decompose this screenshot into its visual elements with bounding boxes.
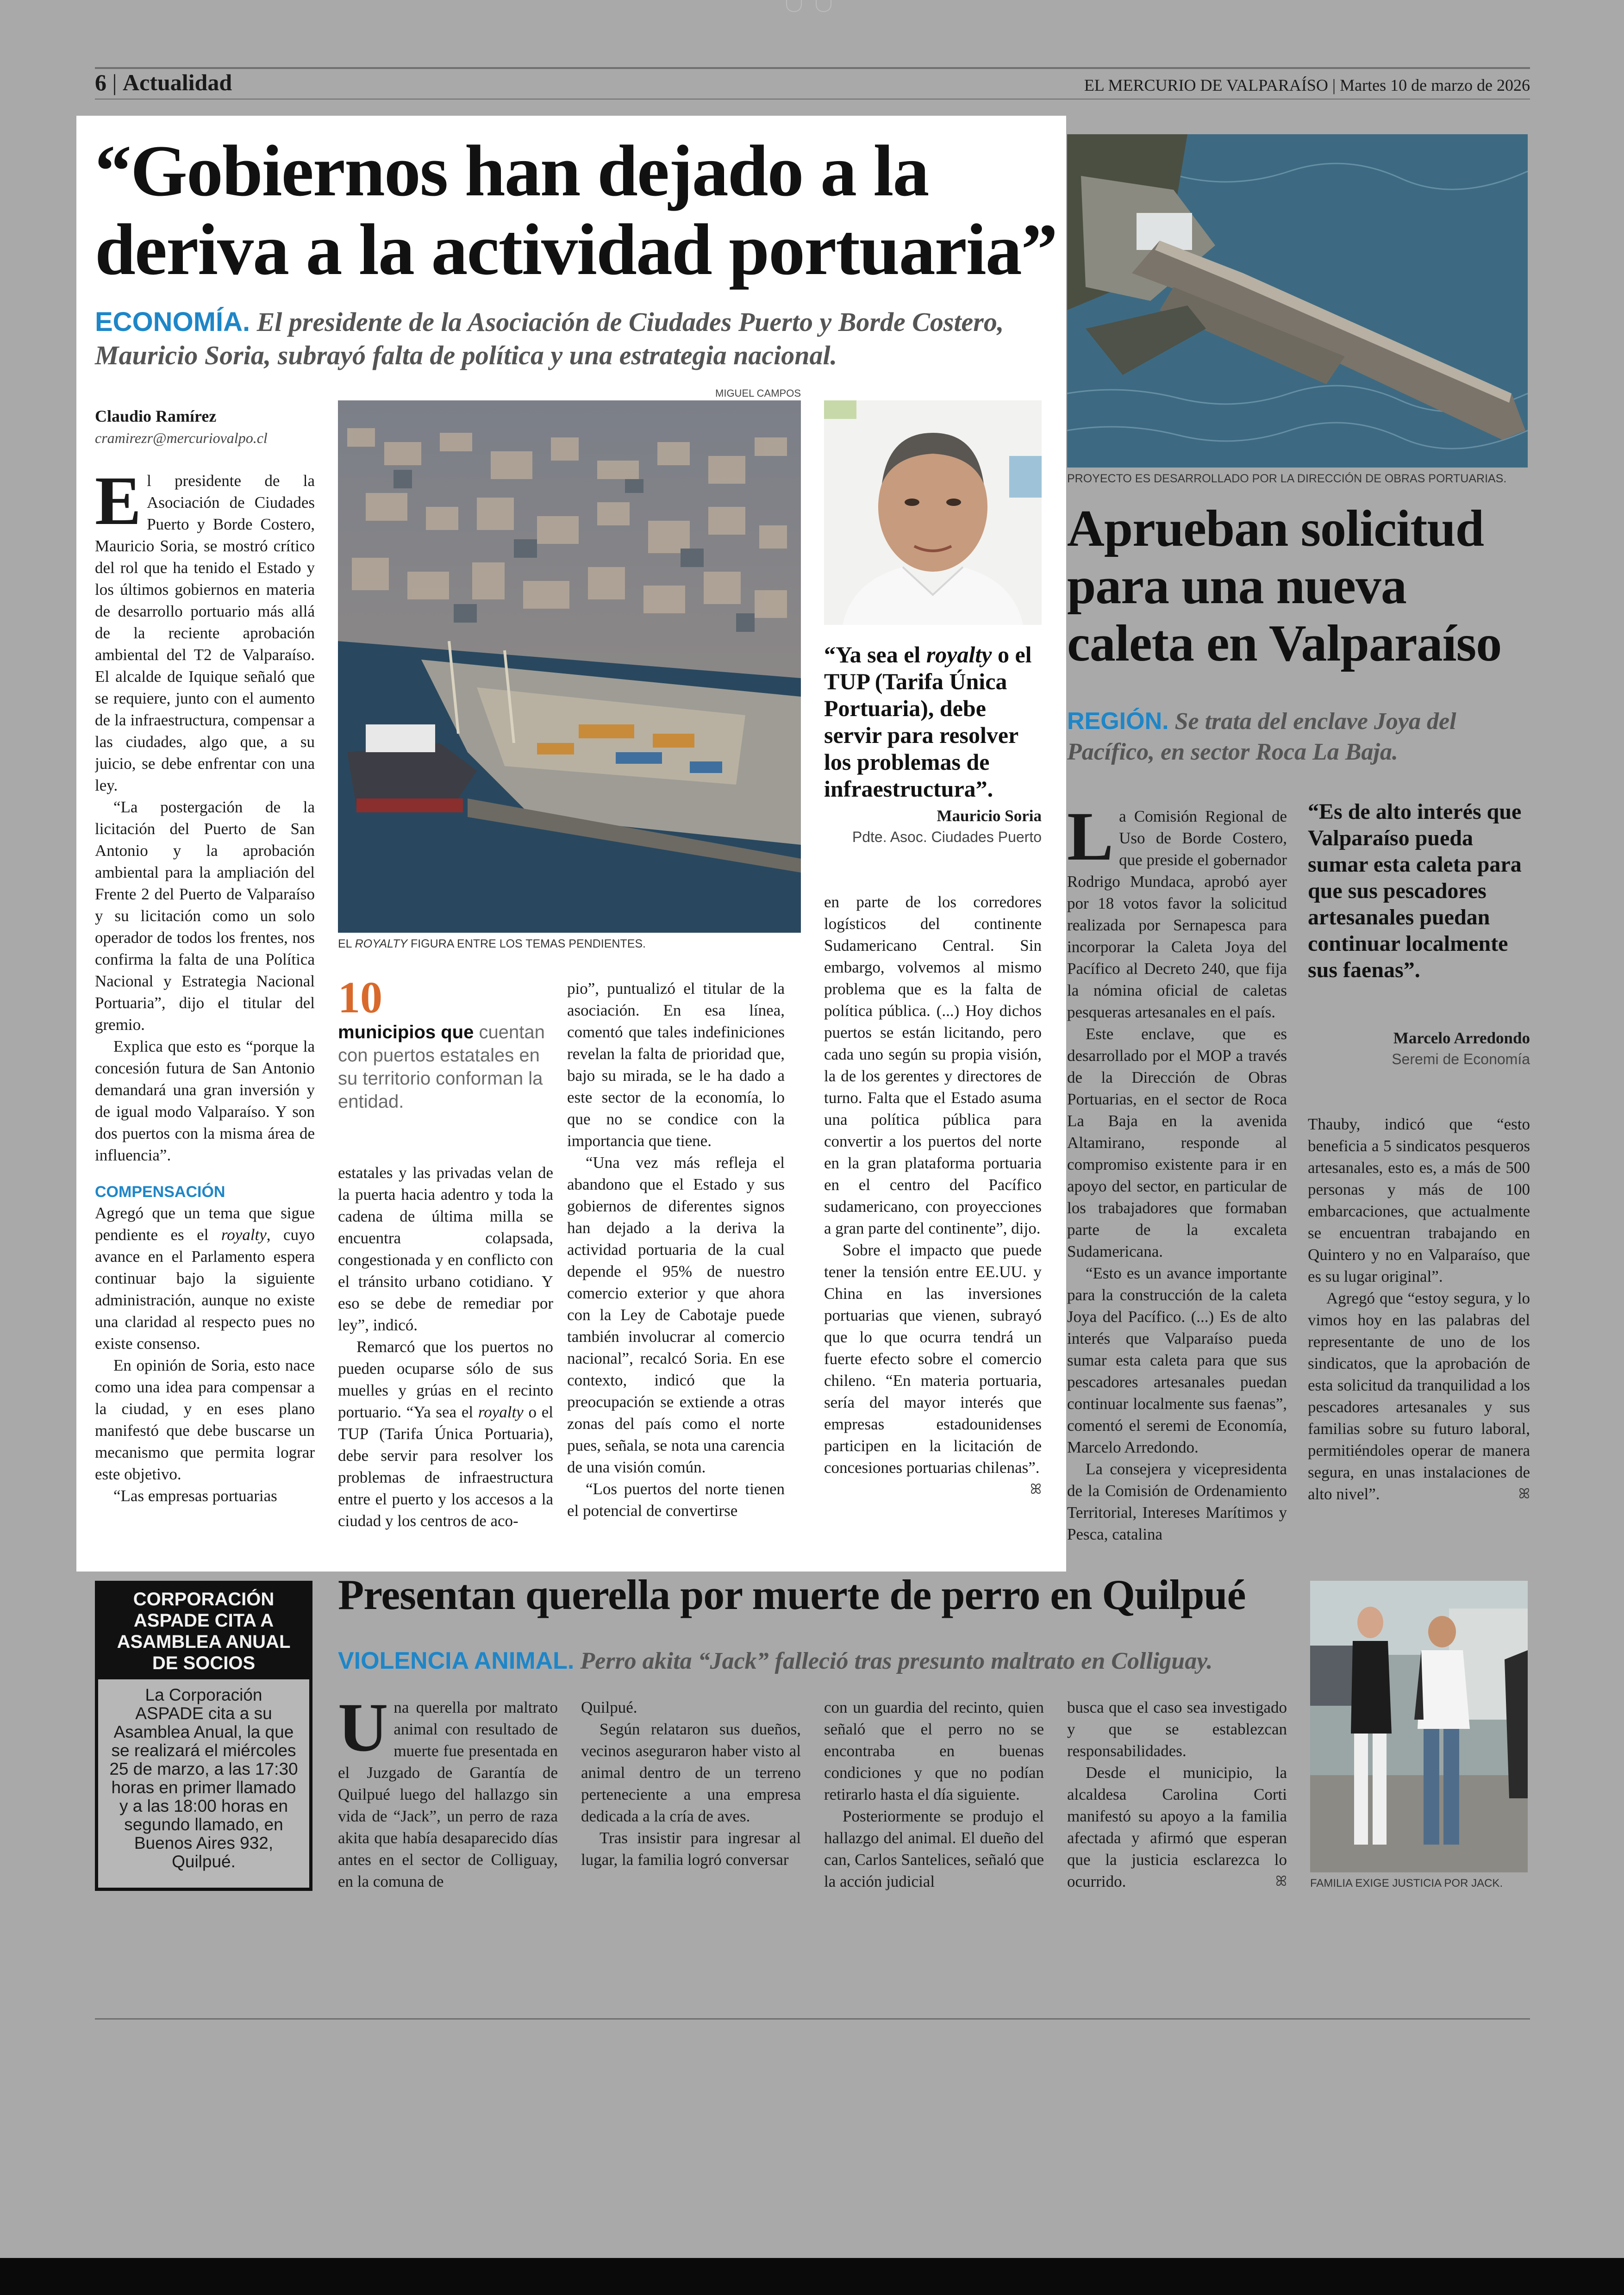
- pull-quote-attribution: [824, 805, 1042, 847]
- paragraph: busca que el caso sea investigado y que se establezcan responsabilidades.: [1067, 1698, 1287, 1760]
- paragraph: Según relataron sus dueños, vecinos aseguraron haber visto al animal dentro de un terreno perteneciente a una empresa dedicada a la cría de aves.: [581, 1720, 801, 1825]
- bottom-column-2: [581, 1696, 801, 1900]
- viewer-bottom-bar: [0, 2258, 1624, 2295]
- pull-quote: “Ya sea el royalty o el TUP (Tarifa Única Portuaria), debe servir para resolver los problemas de infraestructura”.: [824, 642, 1032, 802]
- main-column-4: [824, 891, 1042, 1567]
- portrait-photo[interactable]: [824, 400, 1042, 625]
- port-photo-caption: EL ROYALTY FIGURA ENTRE LOS TEMAS PENDIENTES.: [338, 937, 646, 950]
- family-illustration: [1310, 1581, 1528, 1872]
- paragraph: en parte de los corredores logísticos del continente Sudamericano Central. Sin embargo, volvemos al mismo problema que es la falta de política pública. (...) Hoy dichos puertos se están licitando, pero cada uno según su propia visión, la de los gerentes y directores de turno. Falta que el Estado asuma una política pública para convertir a los puertos del norte en la gran plataforma portuaria en el centro del Pacífico sudamericano, con proyecciones a gran parte del continente”, dijo.: [824, 893, 1042, 1237]
- section-name: Actualidad: [123, 69, 232, 95]
- side-kicker: REGIÓN.: [1067, 708, 1169, 735]
- paragraph: estatales y las privadas velan de la puerta hacia adentro y toda la cadena de última milla se encuentra colapsada, congestionada y en conflicto con el tránsito urbano cotidiano. Y eso se debe de remediar por ley”, indicó.: [338, 1164, 553, 1334]
- paragraph: Remarcó que los puertos no pueden ocuparse sólo de sus muelles y grúas en el recinto portuario. “Ya sea el royalty o el TUP (Tarifa Única Portuaria), debe servir para resolver los problemas de infraestructura entre el puerto y los accesos a la ciudad y los centros de aco-: [338, 1338, 553, 1530]
- notice-box[interactable]: [95, 1581, 312, 1891]
- paragraph: na querella por maltrato animal con resultado de muerte fue presentada en el Juzgado de Garantía de Quilpué luego del hallazgo sin vida de “Jack”, un perro de raza akita que había desaparecido días antes en el sector de Colliguay, en la comuna de: [338, 1698, 558, 1890]
- page-bottom-rule: [95, 2018, 1530, 2020]
- stat-box: [338, 974, 551, 1113]
- pull-quote-role: Pdte. Asoc. Ciudades Puerto: [852, 829, 1042, 845]
- paragraph: Thauby, indicó que “esto beneficia a 5 sindicatos pesqueros artesanales, esto es, a más de 500 personas y más de 100 embarcaciones, que actualmente se encuentran trabajando en Quintero y no en Valparaíso, que es su lugar original”.: [1308, 1115, 1530, 1285]
- paragraph: La consejera y vicepresidenta de la Comisión de Ordenamiento Territorial, Intereses Marítimos y Pesca, catalina: [1067, 1460, 1287, 1543]
- paragraph: a Comisión Regional de Uso de Borde Costero, que preside el gobernador Rodrigo Mundaca, aprobó ayer por 18 votos favor la solicitud realizada por Sernapesca para incorporar la Caleta Joya del Pacífico al Decreto 240, que fija la nómina oficial de caletas pesqueras artesanales en el país.: [1067, 807, 1287, 1021]
- drop-cap: E: [95, 470, 142, 539]
- bottom-headline: Presentan querella por muerte de perro en Quilpué: [338, 1571, 1246, 1618]
- main-subtitle-text: El presidente de la Asociación de Ciudades Puerto y Borde Costero, Mauricio Soria, subrayó falta de política y una estrategia nacional.: [95, 307, 1004, 370]
- bottom-subtitle: [338, 1646, 1287, 1677]
- side-column-2: [1308, 1113, 1530, 1544]
- notice-title: CORPORACIÓN ASPADE CITA A ASAMBLEA ANUAL DE SOCIOS: [98, 1584, 309, 1679]
- side-quote: “Es de alto interés que Valparaíso pueda sumar esta caleta para que sus pescadores artesanales puedan continuar localmente sus faenas”.: [1308, 799, 1522, 982]
- header-rule-bottom: [95, 99, 1530, 100]
- photo-credit: MIGUEL CAMPOS: [715, 387, 801, 399]
- author-name: Claudio Ramírez: [95, 407, 217, 425]
- paragraph: “Esto es un avance importante para la construcción de la caleta Joya del Pacífico. (...) Es de alto interés que Valparaíso pueda sumar esta caleta para que sus pescadores artesanales puedan continuar localmente sus faenas”, comentó el seremi de Economía, Marcelo Arredondo.: [1067, 1264, 1287, 1456]
- port-city-illustration: [338, 400, 801, 933]
- caleta-project-photo[interactable]: [1067, 134, 1528, 468]
- portrait-illustration: [824, 400, 1042, 625]
- caleta-render-illustration: [1067, 134, 1528, 468]
- paragraph: Desde el municipio, la alcaldesa Carolina Corti manifestó su apoyo a la familia afectada y afirmó que esperan que la justicia esclarezca lo ocurrido. ꕤ: [1067, 1762, 1287, 1892]
- page-dot-icon: [786, 0, 802, 12]
- paragraph: Sobre el impacto que puede tener la tensión entre EE.UU. y China en las inversiones portuarias que vienen, subrayó que lo que ocurra tendrá un fuerte efecto sobre el comercio chileno. “En materia portuaria, sería del mayor interés que empresas estadounidenses participen en la licitación de concesiones portuarias chilenas”. ꕤ: [824, 1239, 1042, 1478]
- caleta-photo-caption: PROYECTO ES DESARROLLADO POR LA DIRECCIÓN DE OBRAS PORTUARIAS.: [1067, 472, 1507, 485]
- paragraph: En opinión de Soria, esto nace como una idea para compensar a la ciudad, y en eses plano manifestó que debe buscarse un mecanismo que permita lograr este objetivo.: [95, 1356, 315, 1483]
- page-header: [95, 67, 1530, 100]
- notice-body: La Corporación ASPADE cita a su Asamblea Anual, la que se realizará el miércoles 25 de marzo, a las 17:30 horas en primer llamado y a las 18:00 horas en segundo llamado, en Buenos Aires 932, Quilpué.: [109, 1685, 298, 1871]
- paragraph: Agregó que un tema que sigue pendiente es el royalty, cuyo avance en el Parlamento espera continuar bajo la siguiente administración, aunque no existe una claridad al respecto pues no existe consenso.: [95, 1204, 315, 1353]
- paragraph: con un guardia del recinto, quien señaló que el perro no se encontraba en buenas condiciones y que no podían retirarlo hasta el día siguiente.: [824, 1698, 1044, 1803]
- paragraph: Posteriormente se produjo el hallazgo del animal. El dueño del can, Carlos Santelices, señaló que la acción judicial: [824, 1807, 1044, 1890]
- paragraph: “Una vez más refleja el abandono que el Estado y sus gobiernos de diferentes signos han dejado a la deriva la actividad portuaria de la cual depende el 95% de nuestro comercio exterior y que ahora con la Ley de Cabotaje puede también involucrar al comercio nacional”, recalcó Soria. En ese contexto, indicó que la preocupación se extiende a otras zonas del país como el norte pues, señala, se nota una carencia de una visión común.: [567, 1154, 785, 1476]
- drop-cap: L: [1067, 805, 1114, 875]
- paragraph: “Las empresas portuarias: [113, 1487, 277, 1505]
- pull-quote-name: Mauricio Soria: [937, 807, 1042, 825]
- paragraph: Agregó que “estoy segura, y lo vimos hoy en las palabras del representante de uno de los sindicatos, que la aprobación de esta solicitud da tranquilidad a los pescadores artesanales y sus familias sobre su futuro laboral, permitiéndoles operar de manera segura, en unas instalaciones de alto nivel”. ꕤ: [1308, 1287, 1530, 1505]
- side-column-1: [1067, 805, 1287, 1544]
- end-mark-icon: ꕤ: [1518, 1486, 1530, 1502]
- paragraph: Tras insistir para ingresar al lugar, la familia logró conversar: [581, 1829, 801, 1869]
- subhead-compensacion: COMPENSACIÓN: [95, 1183, 225, 1201]
- main-headline: “Gobiernos han dejado a la deriva a la actividad portuaria”: [95, 131, 1057, 290]
- paragraph: pio”, puntualizó el titular de la asociación. En esa línea, comentó que tales indefiniciones revelan la falta de prioridad que, bajo su mirada, se le ha dado a este sector de la economía, lo que no se condice con la importancia que tiene.: [567, 979, 785, 1150]
- publication-name: EL MERCURIO DE VALPARAÍSO: [1084, 76, 1328, 94]
- stat-number: 10: [338, 973, 382, 1022]
- side-headline: Aprueban solicitud para una nueva caleta en Valparaíso: [1067, 500, 1502, 672]
- main-subtitle: [95, 306, 1049, 372]
- bottom-column-4: [1067, 1696, 1287, 1900]
- masthead-info: EL MERCURIO DE VALPARAÍSO | Martes 10 de marzo de 2026: [1084, 76, 1530, 94]
- stat-text: municipios que cuentan con puertos estatales en su territorio conforman la entidad.: [338, 1022, 545, 1112]
- side-quote-name: Marcelo Arredondo: [1393, 1029, 1530, 1047]
- page-number: 6: [95, 69, 106, 95]
- bottom-column-1: [338, 1696, 558, 1900]
- paragraph: Explica que esto es “porque la concesión futura de San Antonio demandará una gran inversión y de igual modo Valparaíso. Y son dos puertos con la misma área de influencia”.: [95, 1037, 315, 1164]
- paragraph: “Los puertos del norte tienen el potencial de convertirse: [567, 1480, 785, 1520]
- paragraph: l presidente de la Asociación de Ciudades Puerto y Borde Costero, Mauricio Soria, se mostró crítico del rol que ha tenido el Estado y los últimos gobiernos en materia de desarrollo portuario más allá de la reciente aprobación ambiental del T2 de Valparaíso. El alcalde de Iquique señaló que se requiere, junto con el aumento de la infraestructura, compensar a las ciudades, algo que, a su juicio, se debe enfrentar con una ley.: [95, 472, 315, 794]
- end-mark-icon: ꕤ: [1275, 1874, 1287, 1889]
- end-mark-icon: ꕤ: [1030, 1482, 1042, 1497]
- main-kicker: ECONOMÍA.: [95, 307, 250, 337]
- main-column-2: [338, 1162, 553, 1565]
- paragraph: “La postergación de la licitación del Puerto de San Antonio y la aprobación ambiental para la ampliación del Frente 2 del Puerto de Valparaíso y su licitación como un solo operador de todos los frentes, nos confirma la falta de una Política Nacional y Estrategia Nacional Portuaria”, dijo el titular del gremio.: [95, 798, 315, 1034]
- page-number-section: 6 | Actualidad: [95, 69, 232, 95]
- page-dot-icon: [816, 0, 831, 12]
- paragraph: Quilpué.: [581, 1698, 637, 1716]
- family-photo-caption: FAMILIA EXIGE JUSTICIA POR JACK.: [1310, 1877, 1503, 1890]
- issue-date: Martes 10 de marzo de 2026: [1340, 76, 1530, 94]
- main-column-3: [567, 978, 785, 1565]
- side-subtitle: [1067, 706, 1528, 767]
- byline: [95, 405, 326, 449]
- bottom-subtitle-text: Perro akita “Jack” falleció tras presunto maltrato en Colliguay.: [580, 1648, 1213, 1674]
- bottom-kicker: VIOLENCIA ANIMAL.: [338, 1647, 575, 1674]
- scroll-indicator: [782, 0, 843, 12]
- main-article[interactable]: [76, 116, 1066, 1572]
- family-photo[interactable]: [1310, 1581, 1528, 1872]
- port-photo[interactable]: [338, 400, 801, 933]
- side-quote-role: Seremi de Economía: [1392, 1051, 1530, 1067]
- bottom-column-3: [824, 1696, 1044, 1900]
- drop-cap: U: [338, 1696, 388, 1766]
- author-email[interactable]: cramirezr@mercuriovalpo.cl: [95, 430, 268, 446]
- side-quote-attribution: [1308, 1028, 1530, 1069]
- side-subtitle-text: Se trata del enclave Joya del Pacífico, en sector Roca La Baja.: [1067, 708, 1456, 765]
- paragraph: Este enclave, que es desarrollado por el MOP a través de la Dirección de Obras Portuarias, en el sector de Roca La Baja en la avenida Altamirano, responde al compromiso existente para ir en apoyo del sector, en particular de los trabajadores que formaban parte de la excaleta Sudamericana.: [1067, 1025, 1287, 1260]
- main-column-1: [95, 470, 315, 1562]
